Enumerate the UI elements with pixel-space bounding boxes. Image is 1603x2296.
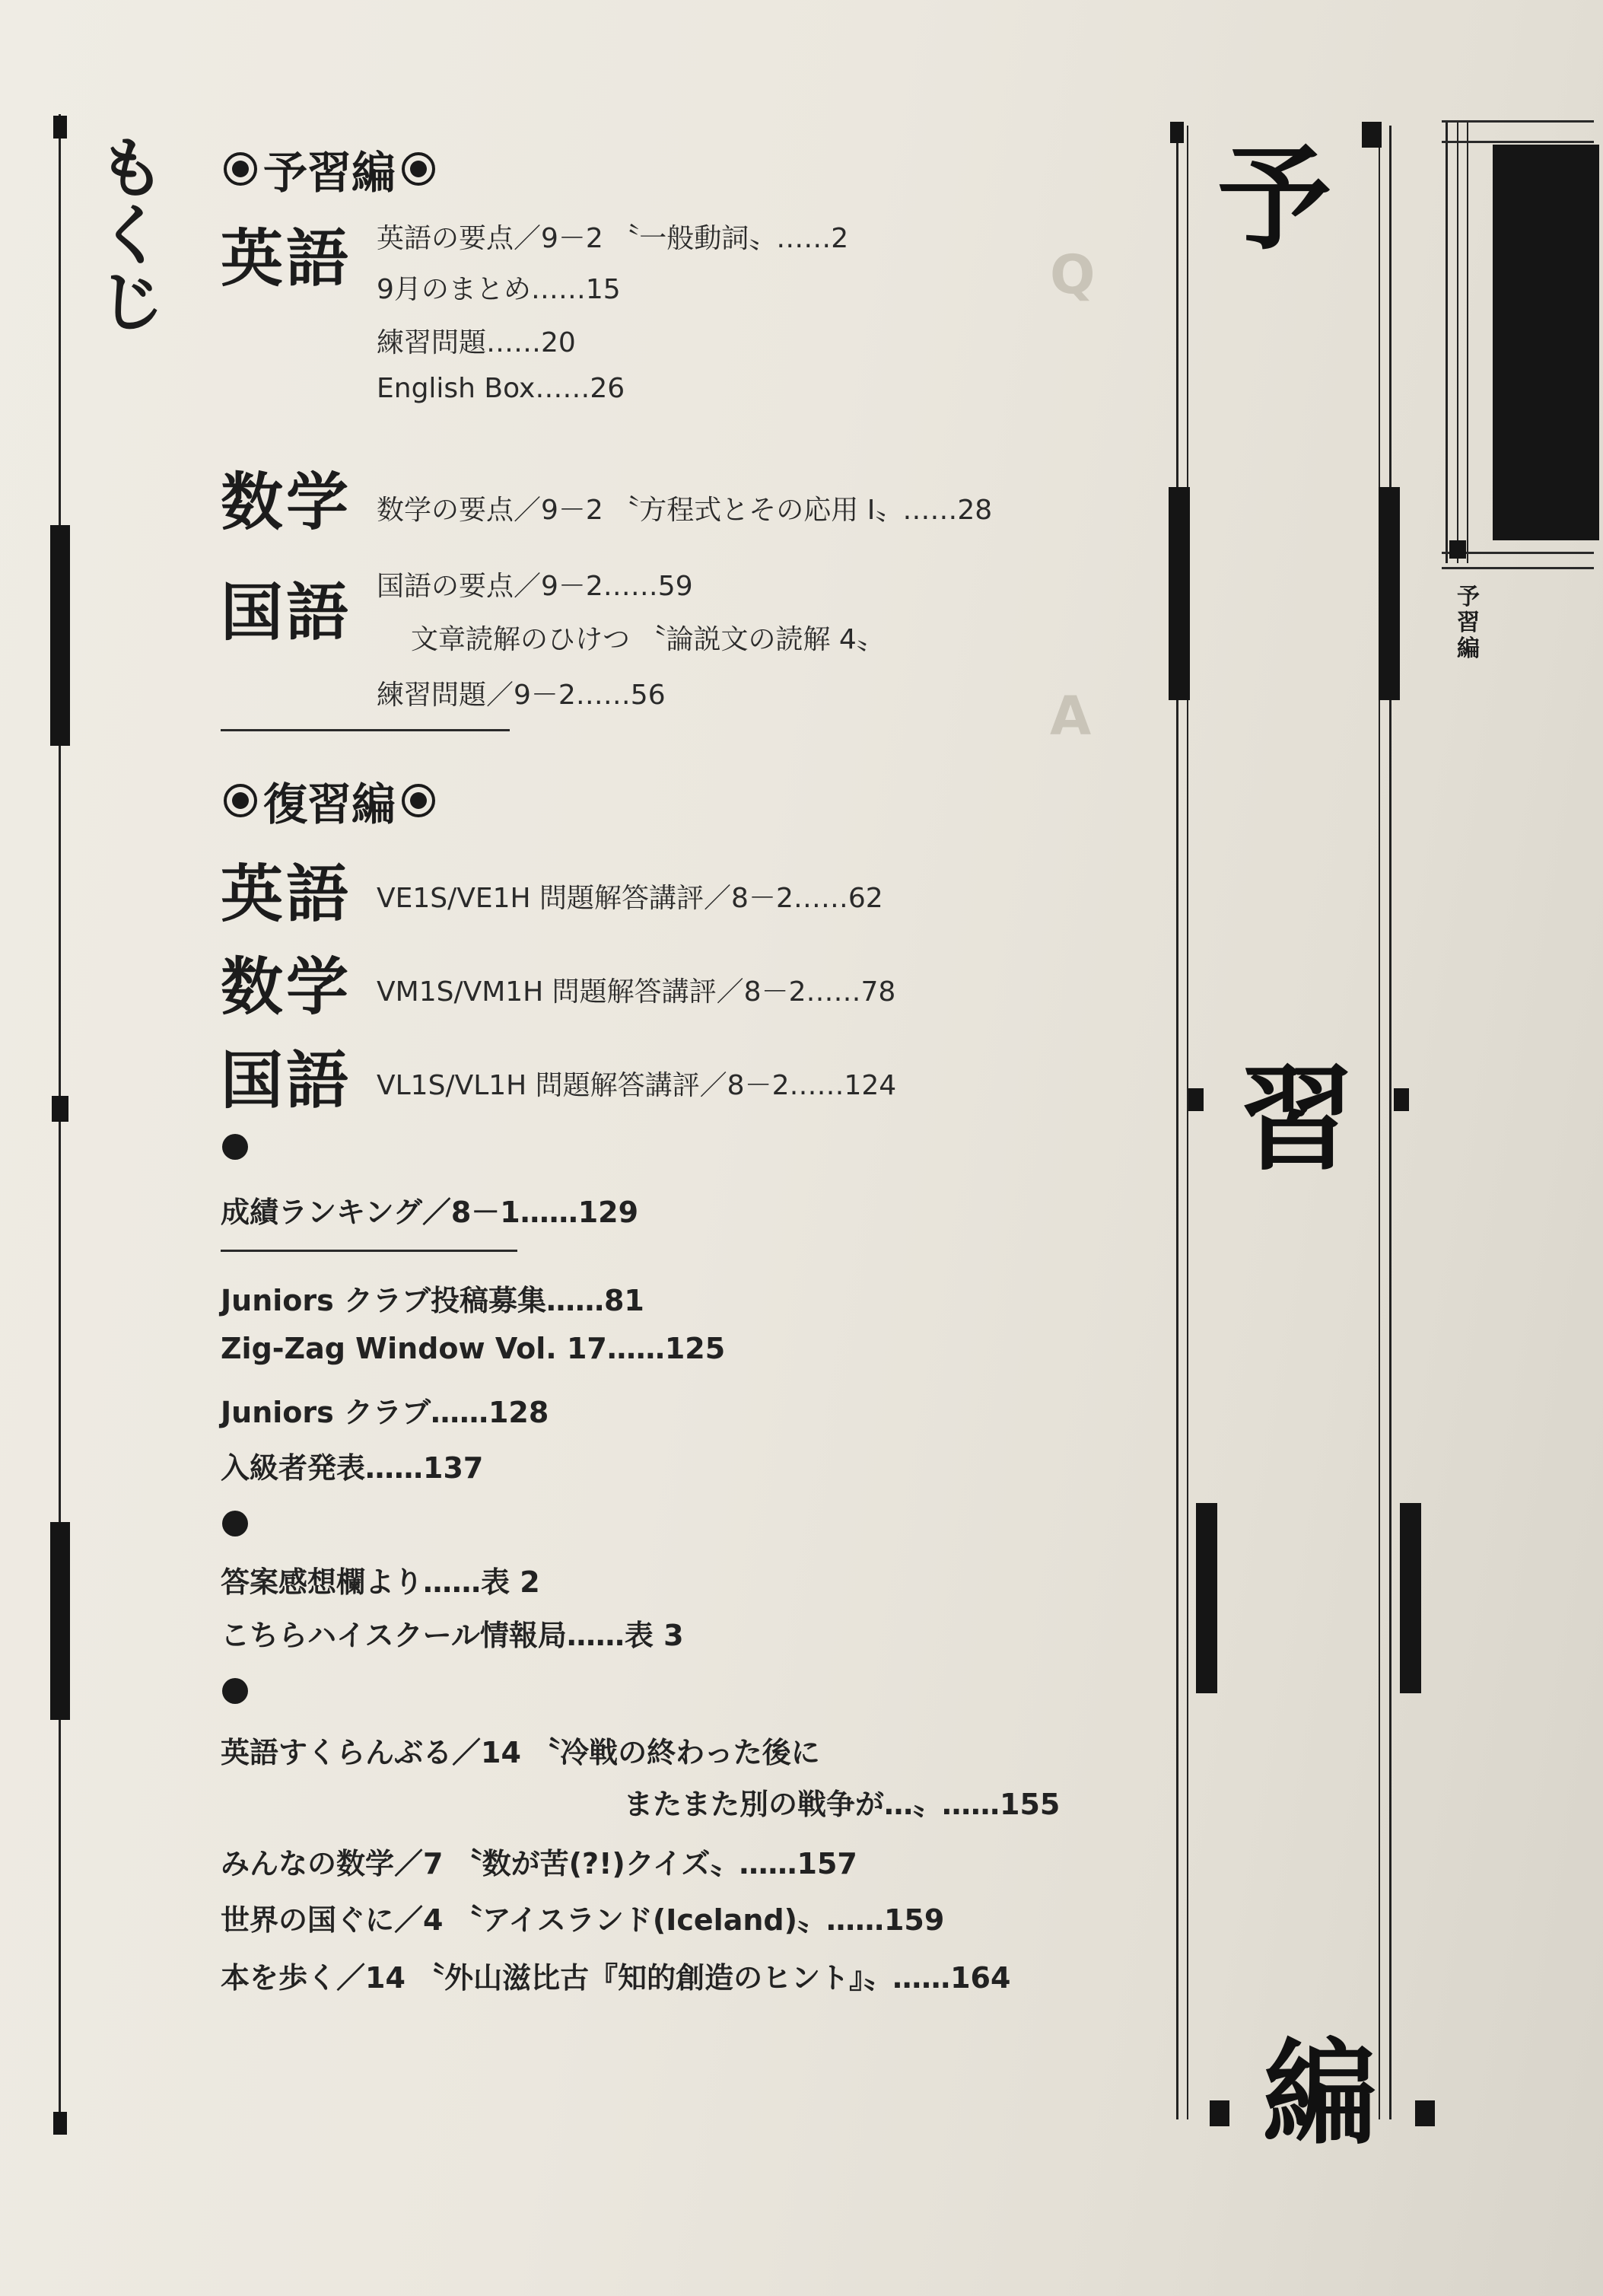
tab-square — [1449, 540, 1466, 559]
subject-math: 数学 — [221, 467, 352, 539]
tab-line — [1442, 120, 1594, 123]
toc-entry: 数学の要点／9－2 〝方程式とその応用 I〟……28 — [377, 495, 993, 526]
band-bar — [1379, 487, 1400, 700]
toc-entry: Juniors クラブ……128 — [221, 1396, 549, 1429]
tab-line — [1457, 122, 1458, 563]
subject-japanese: 国語 — [221, 1045, 352, 1117]
toc-entry: こちらハイスクール情報局……表 3 — [221, 1619, 684, 1652]
toc-entry: VM1S/VM1H 問題解答講評／8－2……78 — [377, 976, 896, 1008]
divider — [221, 729, 510, 731]
vertical-title-char: 予 — [1217, 133, 1332, 266]
tab-line — [1467, 122, 1468, 563]
preview-section-title: 予習編 — [218, 137, 441, 201]
tab-line — [1442, 567, 1594, 569]
toc-entry: 英語の要点／9－2 〝一般動詞〟……2 — [377, 223, 849, 254]
band-line — [1379, 126, 1380, 2119]
rule-bar — [50, 1522, 70, 1720]
subject-japanese: 国語 — [221, 577, 352, 649]
toc-entry: 成績ランキング／8－1……129 — [221, 1196, 639, 1229]
band-bar — [1196, 1503, 1217, 1693]
bullseye-icon — [402, 784, 435, 817]
review-section-title: 復習編 — [218, 769, 441, 833]
rule-bar — [50, 525, 70, 746]
show-through: Q — [1050, 244, 1096, 306]
tab-line — [1446, 122, 1448, 563]
tab-line — [1442, 141, 1594, 143]
show-through: A — [1050, 685, 1092, 747]
band-square — [1210, 2100, 1229, 2126]
title-char: く — [99, 198, 164, 274]
band-square — [1394, 1088, 1409, 1111]
section-tab-bar — [1493, 145, 1599, 540]
toc-entry: 文章読解のひけつ 〝論説文の読解 4〟 — [411, 624, 884, 655]
toc-entry: 英語すくらんぶる／14 〝冷戦の終わった後に — [221, 1736, 820, 1769]
band-bar — [1400, 1503, 1421, 1693]
toc-entry: English Box……26 — [377, 373, 625, 404]
band-square — [1170, 122, 1184, 143]
bullseye-icon — [224, 152, 257, 186]
toc-entry: 世界の国ぐに／4 〝アイスランド(Iceland)〟……159 — [221, 1903, 945, 1937]
vertical-title-char: 習 — [1240, 1054, 1355, 1186]
bullet-icon — [222, 1678, 248, 1704]
subject-math: 数学 — [221, 951, 352, 1024]
rule-square — [52, 1096, 68, 1122]
title-char: じ — [99, 265, 164, 341]
band-line — [1389, 126, 1391, 2119]
page-title — [97, 131, 166, 341]
bullseye-icon — [224, 784, 257, 817]
band-bar — [1169, 487, 1190, 700]
toc-entry: 練習問題……20 — [377, 327, 576, 358]
band-line — [1187, 126, 1188, 2119]
vertical-title-char: 編 — [1263, 2028, 1378, 2161]
band-square — [1188, 1088, 1204, 1111]
toc-entry: またまた別の戦争が…〟……155 — [624, 1788, 1061, 1821]
rule-square — [53, 2112, 67, 2135]
toc-entry: Juniors クラブ投稿募集……81 — [221, 1284, 644, 1317]
band-square — [1415, 2100, 1435, 2126]
toc-entry: VE1S/VE1H 問題解答講評／8－2……62 — [377, 883, 883, 914]
toc-entry: VL1S/VL1H 問題解答講評／8－2……124 — [377, 1070, 897, 1101]
toc-entry: 答案感想欄より……表 2 — [221, 1565, 540, 1599]
divider — [221, 1250, 517, 1252]
toc-entry: みんなの数学／7 〝数が苦(?!)クイズ〟……157 — [221, 1847, 857, 1880]
rule-square — [53, 116, 67, 139]
toc-entry: 本を歩く／14 〝外山滋比古『知的創造のヒント』〟……164 — [221, 1961, 1011, 1995]
toc-entry: 国語の要点／9－2……59 — [377, 571, 693, 602]
bullet-icon — [222, 1134, 248, 1160]
subject-english: 英語 — [221, 223, 352, 295]
band-line — [1176, 126, 1178, 2119]
toc-entry: Zig-Zag Window Vol. 17……125 — [221, 1332, 726, 1365]
band-square — [1362, 122, 1382, 148]
title-char: も — [99, 131, 164, 207]
section-tab-label: 予 習 編 — [1457, 584, 1480, 662]
bullet-icon — [222, 1511, 248, 1537]
toc-entry: 入級者発表……137 — [221, 1451, 484, 1485]
subject-english: 英語 — [221, 858, 352, 931]
toc-entry: 練習問題／9－2……56 — [377, 680, 666, 711]
toc-entry: 9月のまとめ……15 — [377, 274, 621, 305]
bullseye-icon — [402, 152, 435, 186]
